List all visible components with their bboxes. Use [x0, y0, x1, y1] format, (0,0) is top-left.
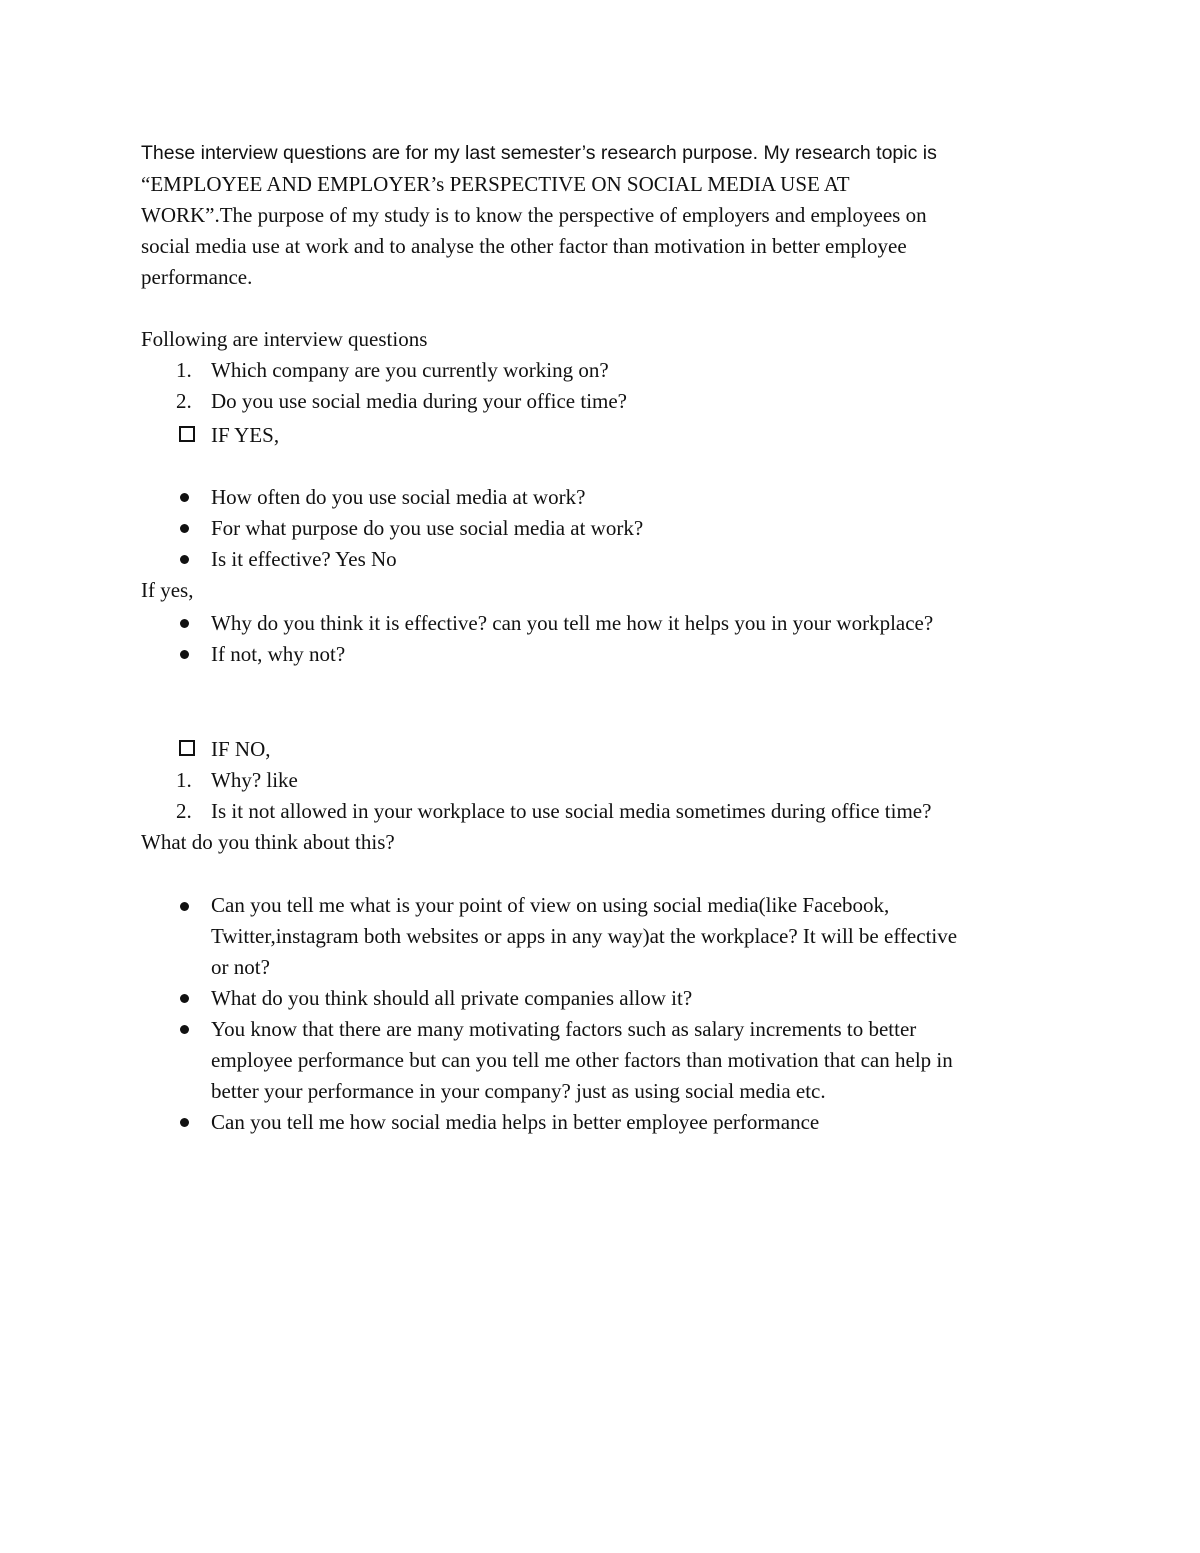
question-number: 2. [176, 389, 192, 413]
question-number: 1. [176, 358, 192, 382]
question-number: 1. [176, 768, 192, 792]
intro-line-1: These interview questions are for my last semester’s research purpose. My research topic is [141, 142, 937, 164]
list-item-continuation: or not? [211, 955, 270, 979]
if-yes-checkbox [179, 426, 195, 442]
intro-line-4: social media use at work and to analyse the other factor than motivation in better employee [141, 234, 907, 258]
list-item: If not, why not? [211, 642, 346, 666]
bullet-dot [180, 902, 189, 911]
list-item-continuation: better your performance in your company? just as using social media etc. [211, 1079, 826, 1103]
intro-line-5: performance. [141, 265, 253, 289]
bullet-dot [180, 650, 189, 659]
question-text: Do you use social media during your office time? [211, 389, 628, 413]
list-item: How often do you use social media at work? [211, 485, 586, 509]
bullet-dot [180, 1118, 189, 1127]
list-item: Why do you think it is effective? can you tell me how it helps you in your workplace? [211, 611, 934, 635]
list-item: Is it effective? Yes No [211, 547, 397, 571]
bullet-dot [180, 555, 189, 564]
if-no-followup: What do you think about this? [141, 830, 395, 854]
bullet-dot [180, 619, 189, 628]
list-item: Can you tell me what is your point of view on using social media(like Facebook, [211, 893, 890, 917]
intro-line-2: “EMPLOYEE AND EMPLOYER’s PERSPECTIVE ON SOCIAL MEDIA USE AT [141, 172, 850, 196]
if-yes-label: IF YES, [211, 423, 280, 447]
if-no-label: IF NO, [211, 737, 271, 761]
list-item-continuation: Twitter,instagram both websites or apps in any way)at the workplace? It will be effective [211, 924, 958, 948]
bullet-dot [180, 524, 189, 533]
list-item-continuation: employee performance but can you tell me other factors than motivation that can help in [211, 1048, 953, 1072]
question-number: 2. [176, 799, 192, 823]
bullet-dot [180, 493, 189, 502]
question-text: Which company are you currently working on? [211, 358, 609, 382]
list-item: For what purpose do you use social media at work? [211, 516, 644, 540]
questions-heading: Following are interview questions [141, 327, 428, 351]
if-no-checkbox [179, 740, 195, 756]
question-text: Why? like [211, 768, 298, 792]
list-item: You know that there are many motivating factors such as salary increments to better [211, 1017, 917, 1041]
intro-line-3: WORK”.The purpose of my study is to know the perspective of employers and employees on [141, 203, 927, 227]
if-yes-text: If yes, [141, 578, 194, 602]
bullet-dot [180, 1025, 189, 1034]
list-item: Can you tell me how social media helps in better employee performance [211, 1110, 820, 1134]
question-text: Is it not allowed in your workplace to use social media sometimes during office time? [211, 799, 932, 823]
bullet-dot [180, 994, 189, 1003]
list-item: What do you think should all private companies allow it? [211, 986, 693, 1010]
